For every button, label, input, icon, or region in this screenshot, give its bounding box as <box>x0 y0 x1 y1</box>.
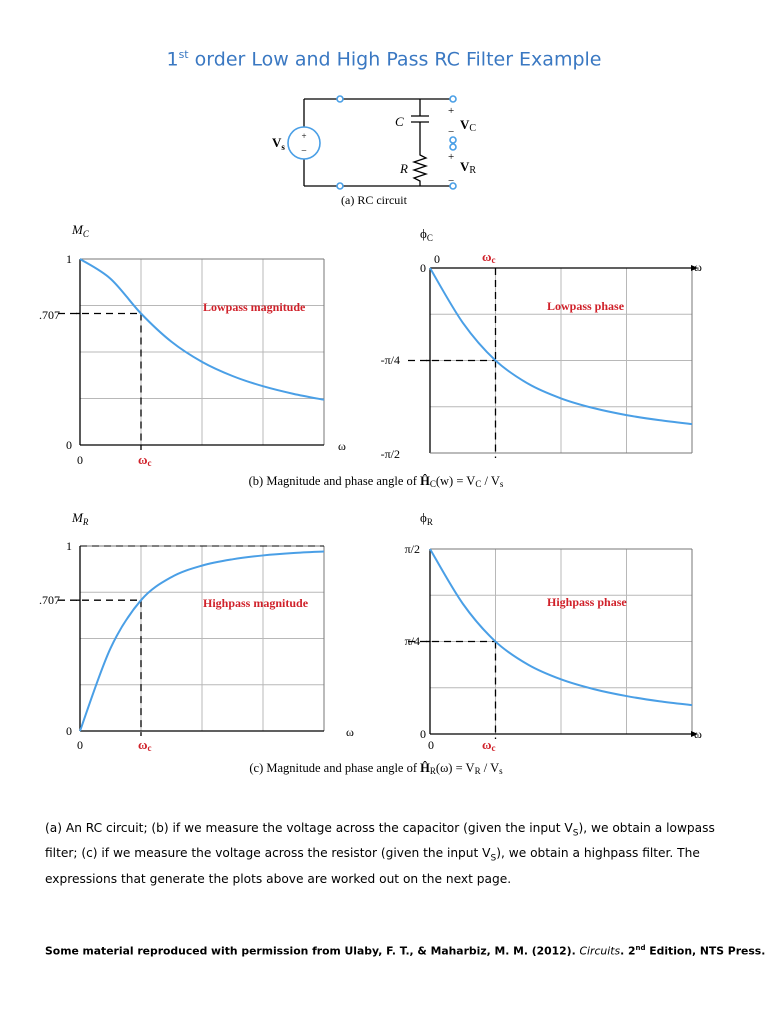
resistor-label: R <box>400 161 408 176</box>
source-minus: − <box>301 146 307 157</box>
highpass-mag-annotation: Highpass magnitude <box>203 596 309 610</box>
footnote: Some material reproduced with permission from Ulaby, F. T., & Maharbiz, M. M. (2012). Circuits. 2nd Edition, NTS Press. <box>45 944 766 958</box>
highpass-magnitude-chart <box>58 546 324 736</box>
lowpass-mag-tick-707: .707 <box>39 308 60 322</box>
lowpass-phase-xlabel: ω <box>694 260 702 274</box>
lowpass-mag-xlabel: ω <box>338 439 346 453</box>
lowpass-mag-omega-c: ωc <box>138 452 152 468</box>
resistor-icon <box>414 151 426 186</box>
vc-minus: − <box>448 126 455 138</box>
lowpass-phase-tick-pi4: -π/4 <box>380 353 400 367</box>
highpass-mag-tick-0: 0 <box>66 724 72 738</box>
highpass-mag-omega-c: ωc <box>138 737 152 753</box>
highpass-phase-ylabel: $\phi_R$ <box>420 510 433 527</box>
rc-circuit <box>288 99 453 186</box>
highpass-phase-annotation: Highpass phase <box>547 595 627 609</box>
source-plus: + <box>301 131 307 141</box>
lowpass-phase-tick-0: 0 <box>420 261 426 275</box>
highpass-mag-ylabel: $M_R$ <box>72 510 89 527</box>
terminals <box>337 96 456 189</box>
lowpass-phase-chart <box>408 265 698 458</box>
vr-plus: + <box>448 151 455 163</box>
lowpass-phase-omega-c: ωc <box>482 249 496 265</box>
highpass-phase-x-0: 0 <box>428 738 434 752</box>
highpass-mag-xlabel: ω <box>346 725 354 739</box>
highpass-mag-tick-707: .707 <box>39 593 60 607</box>
source-label: $V_s$ <box>272 135 285 152</box>
lowpass-mag-tick-0: 0 <box>66 438 72 452</box>
highpass-phase-tick-pi4: π/4 <box>404 634 420 648</box>
lowpass-phase-ylabel: $\phi_C$ <box>420 226 433 243</box>
lowpass-mag-x-0: 0 <box>77 453 83 467</box>
lowpass-magnitude-chart <box>58 259 324 450</box>
figure-description: (a) An RC circuit; (b) if we measure the voltage across the capacitor (given the input $V_S$), we obtain a lowpass filter; (c) if we measure the voltage across the resistor (given the input $V_S$), we obtain a highpass filter. The expressions that generate the plots above are worked out on the next page. <box>45 821 715 886</box>
highpass-phase-tick-0: 0 <box>420 727 426 741</box>
vc-plus: + <box>448 105 455 117</box>
lowpass-mag-annotation: Lowpass magnitude <box>203 300 306 314</box>
vc-label: VC <box>460 117 477 134</box>
lowpass-mag-tick-1: 1 <box>66 252 72 266</box>
lowpass-phase-tick-pi2: -π/2 <box>380 447 400 461</box>
highpass-phase-tick-pi2: π/2 <box>404 542 420 556</box>
capacitor-label: C <box>395 114 404 129</box>
page-title: 1st order Low and High Pass RC Filter Example <box>166 48 602 71</box>
lowpass-mag-ylabel: $M_C$ <box>72 222 89 239</box>
vr-label: VR <box>460 159 477 176</box>
vr-minus: − <box>448 175 455 187</box>
highpass-mag-tick-1: 1 <box>66 539 72 553</box>
caption-c: (c) Magnitude and phase angle of ĤR(ω) = VR / Vs <box>249 761 503 776</box>
highpass-phase-chart <box>408 549 698 739</box>
lowpass-phase-x-0: 0 <box>434 252 440 266</box>
caption-b: (b) Magnitude and phase angle of ĤC(w) = VC / Vs <box>248 474 504 489</box>
circuit-caption: (a) RC circuit <box>341 193 407 207</box>
lowpass-phase-annotation: Lowpass phase <box>547 299 625 313</box>
highpass-phase-omega-c: ωc <box>482 737 496 753</box>
highpass-phase-xlabel: ω <box>694 727 702 741</box>
highpass-mag-x-0: 0 <box>77 738 83 752</box>
